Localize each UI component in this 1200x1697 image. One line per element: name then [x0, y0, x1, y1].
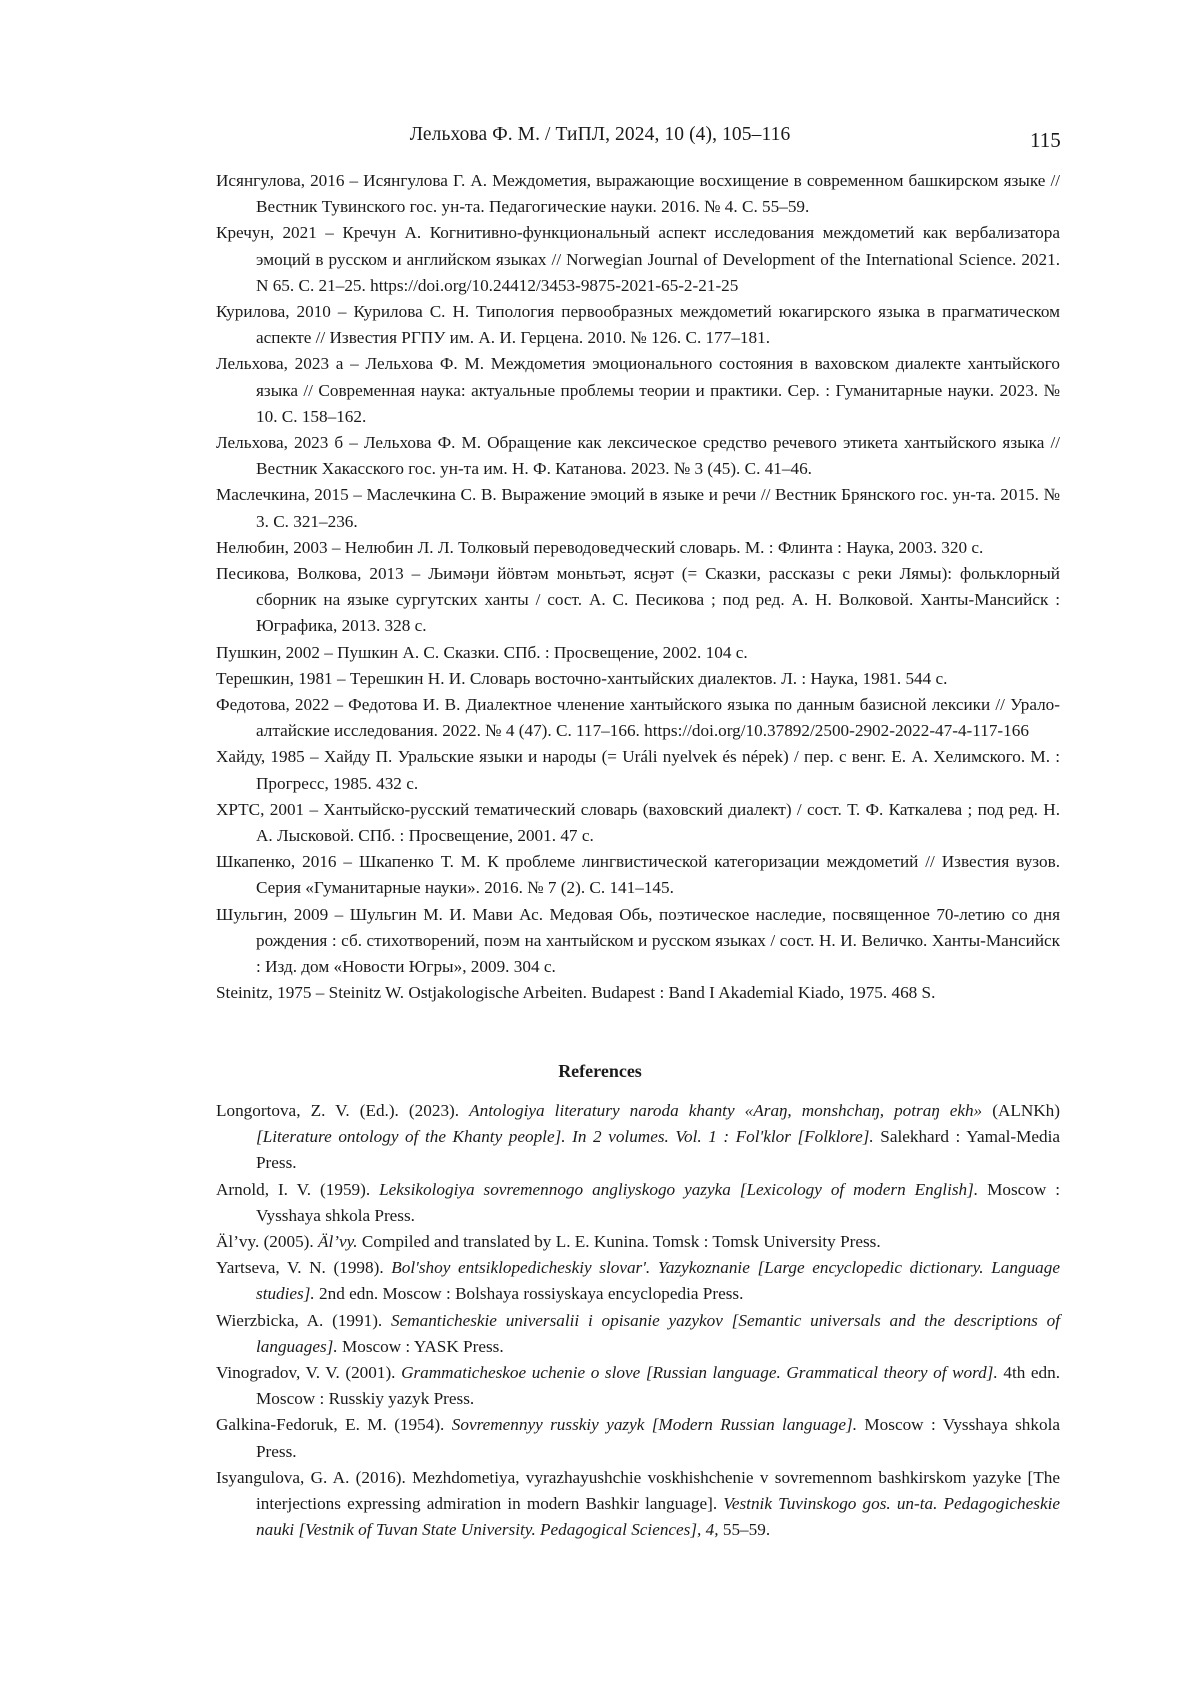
- references-heading: References: [0, 1061, 1200, 1082]
- bibliography-entry: Песикова, Волкова, 2013 – Љимәӈи йӧвтәм моньтьәт, ясӈәт (= Сказки, рассказы с реки Лямы): фольклорный сборник на языке сургутских ханты / сост. А. С. Песикова ; под ред. А. Н. Волковой. Ханты-Мансийск : Юграфика, 2013. 328 с.: [216, 561, 1060, 640]
- bibliography-entry: Steinitz, 1975 – Steinitz W. Ostjakologische Arbeiten. Budapest : Band I Akademial Kiado, 1975. 468 S.: [216, 980, 1060, 1006]
- bibliography-entry: Кречун, 2021 – Кречун А. Когнитивно-функциональный аспект исследования междометий как вербализатора эмоций в русском и английском языках // Norwegian Journal of Development of the International Science. 2021. N 65. С. 21–25. https://doi.org/10.24412/3453-9875-2021-65-2-21-25: [216, 220, 1060, 299]
- bibliography-entry: Курилова, 2010 – Курилова С. Н. Типология первообразных междометий юкагирского языка в прагматическом аспекте // Известия РГПУ им. А. И. Герцена. 2010. № 126. С. 177–181.: [216, 299, 1060, 351]
- reference-plain: Moscow : YASK Press.: [338, 1337, 504, 1356]
- bibliography-entry: Маслечкина, 2015 – Маслечкина С. В. Выражение эмоций в языке и речи // Вестник Брянского гос. ун-та. 2015. № 3. С. 321–236.: [216, 482, 1060, 534]
- reference-entry: [216, 1360, 1060, 1412]
- reference-entry: [216, 1177, 1060, 1229]
- reference-entry: [216, 1412, 1060, 1464]
- reference-entry: [216, 1465, 1060, 1544]
- bibliography-entry: Терешкин, 1981 – Терешкин Н. И. Словарь восточно-хантыйских диалектов. Л. : Наука, 1981. 544 с.: [216, 666, 1060, 692]
- bibliography-entry: ХРТС, 2001 – Хантыйско-русский тематический словарь (ваховский диалект) / сост. Т. Ф. Каткалева ; под ред. Н. А. Лысковой. СПб. : Просвещение, 2001. 47 с.: [216, 797, 1060, 849]
- reference-plain: Longortova, Z. V. (Ed.). (2023).: [216, 1101, 469, 1120]
- bibliography-entry: Хайду, 1985 – Хайду П. Уральские языки и народы (= Uráli nyelvek és népek) / пер. с венг. Е. А. Хелимского. М. : Прогресс, 1985. 432 с.: [216, 744, 1060, 796]
- reference-italic: Semanticheskie universalii i opisanie yazykov [Semantic universals and the descriptions of languages].: [256, 1311, 1060, 1356]
- reference-plain: (ALNKh): [982, 1101, 1060, 1120]
- bibliography-entry: Шкапенко, 2016 – Шкапенко Т. М. К проблеме лингвистической категоризации междометий // Известия вузов. Серия «Гуманитарные науки». 2016. № 7 (2). С. 141–145.: [216, 849, 1060, 901]
- journal-page: [0, 0, 1200, 1697]
- reference-italic: Leksikologiya sovremennogo angliyskogo yazyka [Lexicology of modern English].: [379, 1180, 978, 1199]
- reference-italic: Grammaticheskoe uchenie o slove [Russian language. Grammatical theory of word].: [401, 1363, 998, 1382]
- bibliography-entry: Исянгулова, 2016 – Исянгулова Г. А. Междометия, выражающие восхищение в современном башкирском языке // Вестник Тувинского гос. ун-та. Педагогические науки. 2016. № 4. С. 55–59.: [216, 168, 1060, 220]
- reference-italic: Bol'shoy entsiklopedicheskiy slovar'. Yazykoznanie [Large encyclopedic dictionary. Language studies].: [256, 1258, 1060, 1303]
- bibliography-entry: Лельхова, 2023 а – Лельхова Ф. М. Междометия эмоционального состояния в ваховском диалекте хантыйского языка // Современная наука: актуальные проблемы теории и практики. Сер. : Гуманитарные науки. 2023. № 10. С. 158–162.: [216, 351, 1060, 430]
- reference-plain: Vinogradov, V. V. (2001).: [216, 1363, 401, 1382]
- bibliography-entry: Пушкин, 2002 – Пушкин А. С. Сказки. СПб. : Просвещение, 2002. 104 с.: [216, 640, 1060, 666]
- reference-plain: Arnold, I. V. (1959).: [216, 1180, 379, 1199]
- reference-plain: Moscow : Vysshaya shkola Press.: [256, 1180, 1060, 1225]
- reference-plain: Wierzbicka, A. (1991).: [216, 1311, 391, 1330]
- reference-plain: 2nd edn. Moscow : Bolshaya rossiyskaya encyclopedia Press.: [315, 1284, 744, 1303]
- reference-plain: Salekhard : Yamal-Media Press.: [256, 1127, 1060, 1172]
- page-number: 115: [1030, 128, 1061, 153]
- reference-plain: Moscow : Vysshaya shkola Press.: [256, 1415, 1060, 1460]
- reference-italic: [Literature ontology of the Khanty people]. In 2 volumes. Vol. 1 : Fol'klor [Folklore].: [256, 1127, 874, 1146]
- bibliography-entry: Лельхова, 2023 б – Лельхова Ф. М. Обращение как лексическое средство речевого этикета хантыйского языка // Вестник Хакасского гос. ун-та им. Н. Ф. Катанова. 2023. № 3 (45). С. 41–46.: [216, 430, 1060, 482]
- running-head: Лельхова Ф. М. / ТиПЛ, 2024, 10 (4), 105–116: [0, 124, 1200, 146]
- references-list: [216, 1098, 1060, 1543]
- reference-italic: Vestnik Tuvinskogo gos. un-ta. Pedagogicheskie nauki [Vestnik of Tuvan State University. Pedagogical Sciences], 4,: [256, 1494, 1060, 1539]
- reference-plain: Isyangulova, G. A. (2016). Mezhdometiya, vyrazhayushchie voskhishchenie v sovremennom bashkirskom yazyke [The interjections expressing admiration in modern Bashkir language].: [216, 1468, 1060, 1513]
- reference-italic: Äl’vy.: [318, 1232, 358, 1251]
- reference-plain: 4th edn. Moscow : Russkiy yazyk Press.: [256, 1363, 1060, 1408]
- bibliography-entry: Федотова, 2022 – Федотова И. В. Диалектное членение хантыйского языка по данным базисной лексики // Урало-алтайские исследования. 2022. № 4 (47). С. 117–166. https://doi.org/10.37892/2500-2902-2022-47-4-117-166: [216, 692, 1060, 744]
- reference-plain: Yartseva, V. N. (1998).: [216, 1258, 391, 1277]
- reference-italic: Sovremennyy russkiy yazyk [Modern Russian language].: [452, 1415, 857, 1434]
- reference-entry: [216, 1098, 1060, 1177]
- reference-entry: [216, 1308, 1060, 1360]
- bibliography-entry: Нелюбин, 2003 – Нелюбин Л. Л. Толковый переводоведческий словарь. М. : Флинта : Наука, 2003. 320 с.: [216, 535, 1060, 561]
- reference-entry: [216, 1255, 1060, 1307]
- bibliography-list: [216, 168, 1060, 1007]
- reference-plain: Galkina-Fedoruk, E. M. (1954).: [216, 1415, 452, 1434]
- reference-plain: 55–59.: [719, 1520, 771, 1539]
- reference-entry: [216, 1229, 1060, 1255]
- reference-plain: Compiled and translated by L. E. Kunina. Tomsk : Tomsk University Press.: [358, 1232, 881, 1251]
- reference-plain: Äl’vy. (2005).: [216, 1232, 318, 1251]
- bibliography-entry: Шульгин, 2009 – Шульгин М. И. Мави Ас. Медовая Обь, поэтическое наследие, посвященное 70-летию со дня рождения : сб. стихотворений, поэм на хантыйском и русском языках / сост. Н. И. Величко. Ханты-Мансийск : Изд. дом «Новости Югры», 2009. 304 с.: [216, 902, 1060, 981]
- reference-italic: Antologiya literatury naroda khanty «Araŋ, monshchaŋ, potraŋ ekh»: [469, 1101, 982, 1120]
